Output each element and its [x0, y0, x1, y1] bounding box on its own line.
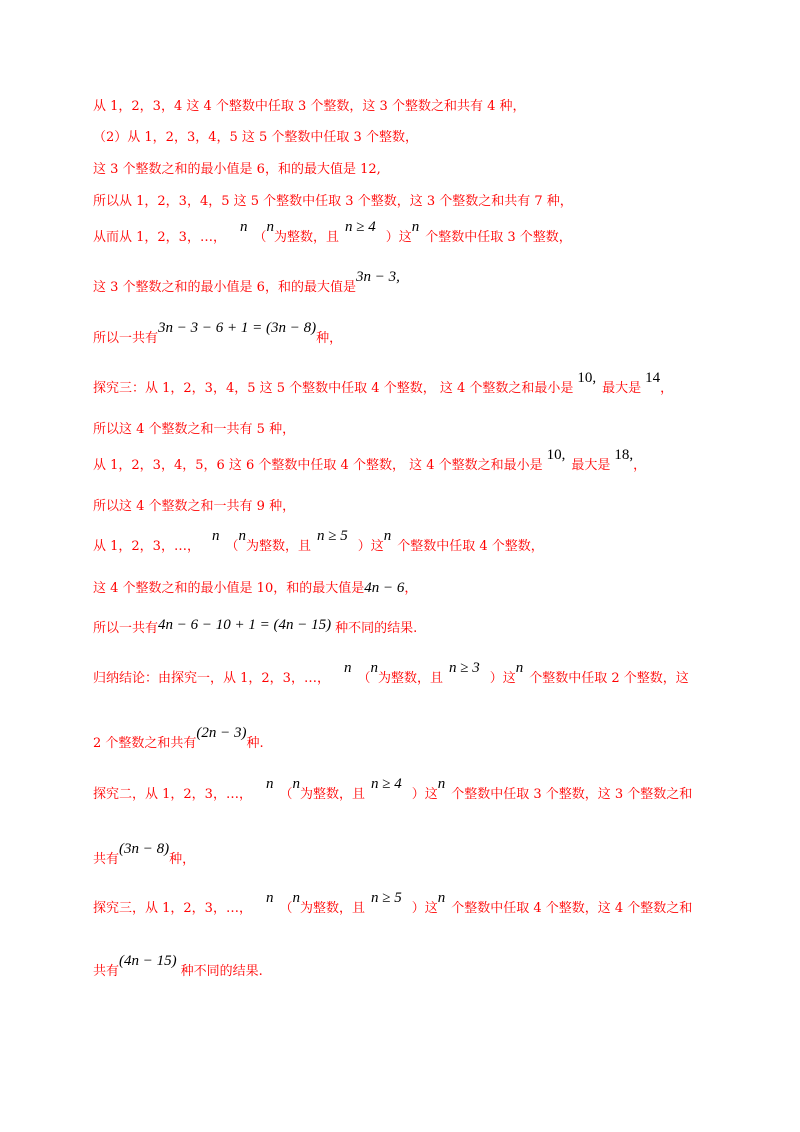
line-10-text-c: ，: [633, 458, 647, 473]
line-5-text-d: ）这: [385, 230, 412, 245]
math-value: 14: [645, 370, 661, 386]
line-8-text-a: 探究三：从 1，2，3，4，5 这 5 个整数中任取 4 个整数， 这 4 个整数之和最小是: [93, 381, 574, 396]
paren-open: （: [279, 787, 293, 802]
line-5-text-a: 从而从 1，2，3，…，: [93, 230, 226, 245]
line-19-text-a: 探究三，从 1，2，3，…，: [93, 901, 252, 916]
line-20-text-a: 共有: [93, 964, 120, 979]
math-expression: (2n − 3): [196, 725, 247, 741]
math-condition: n ≥ 4: [370, 776, 402, 792]
line-13-text-a: 这 4 个整数之和的最小值是 10，和的最大值是: [93, 581, 365, 596]
line-5-text-c: 为整数，且: [273, 230, 339, 245]
line-5-text-e: 个整数中任取 3 个整数，: [425, 230, 572, 245]
line-16-text-b: 种.: [246, 736, 264, 751]
line-18-text-b: 种，: [169, 852, 196, 867]
math-n: n: [265, 776, 274, 792]
math-n: n: [238, 528, 246, 544]
math-n: n: [239, 219, 248, 235]
line-4: 所以从 1，2，3，4，5 这 5 个整数中任取 3 个整数，这 3 个整数之和共有 7 种，: [93, 194, 573, 209]
line-17-text-e: 个整数中任取 3 个整数，这 3 个整数之和: [451, 787, 693, 802]
line-17-text-a: 探究二，从 1，2，3，…，: [93, 787, 252, 802]
math-n: n: [292, 776, 300, 792]
math-n: n: [370, 660, 378, 676]
line-1: 从 1，2，3，4 这 4 个整数中任取 3 个整数，这 3 个整数之和共有 4 种，: [93, 99, 526, 114]
math-expression: (4n − 15): [119, 953, 177, 969]
line-16: [93, 725, 264, 752]
math-expression: 4n − 6: [364, 580, 405, 596]
line-12-text-e: 个整数中任取 4 个整数，: [397, 539, 544, 554]
math-value: 18,: [614, 447, 634, 463]
line-10-text-b: 最大是: [571, 458, 611, 473]
line-5: [93, 219, 572, 246]
math-value: 10,: [546, 447, 566, 463]
math-n: n: [437, 776, 446, 792]
line-2: （2）从 1，2，3，4，5 这 5 个整数中任取 3 个整数，: [93, 130, 418, 145]
math-n: n: [343, 660, 352, 676]
math-expression: 4n − 6 − 10 + 1 = (4n − 15): [158, 617, 332, 633]
line-10-text-a: 从 1，2，3，4，5，6 这 6 个整数中任取 4 个整数， 这 4 个整数之和最小是: [93, 458, 543, 473]
line-9: 所以这 4 个整数之和一共有 5 种，: [93, 422, 296, 437]
line-20: [93, 953, 263, 980]
math-condition: n ≥ 5: [370, 890, 402, 906]
line-11: 所以这 4 个整数之和一共有 9 种，: [93, 499, 296, 514]
line-17-text-c: 为整数，且: [299, 787, 365, 802]
line-16-text-a: 2 个整数之和共有: [93, 736, 197, 751]
math-n: n: [515, 660, 524, 676]
math-n: n: [411, 219, 420, 235]
paren-open: （: [225, 539, 239, 554]
line-8: [93, 370, 674, 397]
math-n: n: [211, 528, 220, 544]
line-19-text-e: 个整数中任取 4 个整数，这 4 个整数之和: [451, 901, 693, 916]
line-12-text-a: 从 1，2，3，…，: [93, 539, 200, 554]
line-12-text-d: ）这: [357, 539, 384, 554]
line-6: [93, 269, 400, 296]
line-3: 这 3 个整数之和的最小值是 6，和的最大值是 12,: [93, 162, 381, 177]
line-15-text-c: 为整数，且: [377, 671, 443, 686]
line-19-text-c: 为整数，且: [299, 901, 365, 916]
line-6-text: 这 3 个整数之和的最小值是 6，和的最大值是: [93, 280, 356, 295]
paren-open: （: [253, 230, 267, 245]
line-12-text-c: 为整数，且: [245, 539, 311, 554]
paren-open: （: [357, 671, 371, 686]
math-n: n: [266, 219, 274, 235]
math-n: n: [383, 528, 392, 544]
line-12: [93, 528, 544, 555]
math-condition: n ≥ 5: [316, 528, 348, 544]
line-14-text-b: 种不同的结果.: [335, 621, 418, 636]
line-13-text-b: ，: [404, 581, 418, 596]
line-17-text-d: ）这: [411, 787, 438, 802]
line-15-text-a: 归纳结论：由探究一，从 1，2，3，…，: [93, 671, 330, 686]
line-20-text-b: 种不同的结果.: [180, 964, 263, 979]
line-13: [93, 580, 417, 597]
line-19: [93, 890, 693, 917]
math-expression: 3n − 3,: [355, 269, 400, 285]
line-15: [93, 660, 689, 687]
math-n: n: [292, 890, 300, 906]
math-expression: 3n − 3 − 6 + 1 = (3n − 8): [158, 320, 317, 336]
line-14-text-a: 所以一共有: [93, 621, 159, 636]
math-expression: (3n − 8): [119, 841, 170, 857]
line-14: [93, 617, 418, 637]
line-7-text-a: 所以一共有: [93, 331, 159, 346]
math-condition: n ≥ 3: [448, 660, 480, 676]
math-condition: n ≥ 4: [344, 219, 376, 235]
line-15-text-e: 个整数中任取 2 个整数，这: [529, 671, 689, 686]
line-18: [93, 841, 196, 868]
math-value: 10,: [577, 370, 597, 386]
line-8-text-c: ，: [660, 381, 674, 396]
paren-open: （: [279, 901, 293, 916]
line-7-text-b: 种，: [316, 331, 343, 346]
math-n: n: [265, 890, 274, 906]
line-15-text-d: ）这: [489, 671, 516, 686]
line-8-text-b: 最大是: [602, 381, 642, 396]
line-17: [93, 776, 693, 803]
math-n: n: [437, 890, 446, 906]
line-10: [93, 447, 647, 474]
line-18-text-a: 共有: [93, 852, 120, 867]
line-7: [93, 320, 343, 347]
line-19-text-d: ）这: [411, 901, 438, 916]
